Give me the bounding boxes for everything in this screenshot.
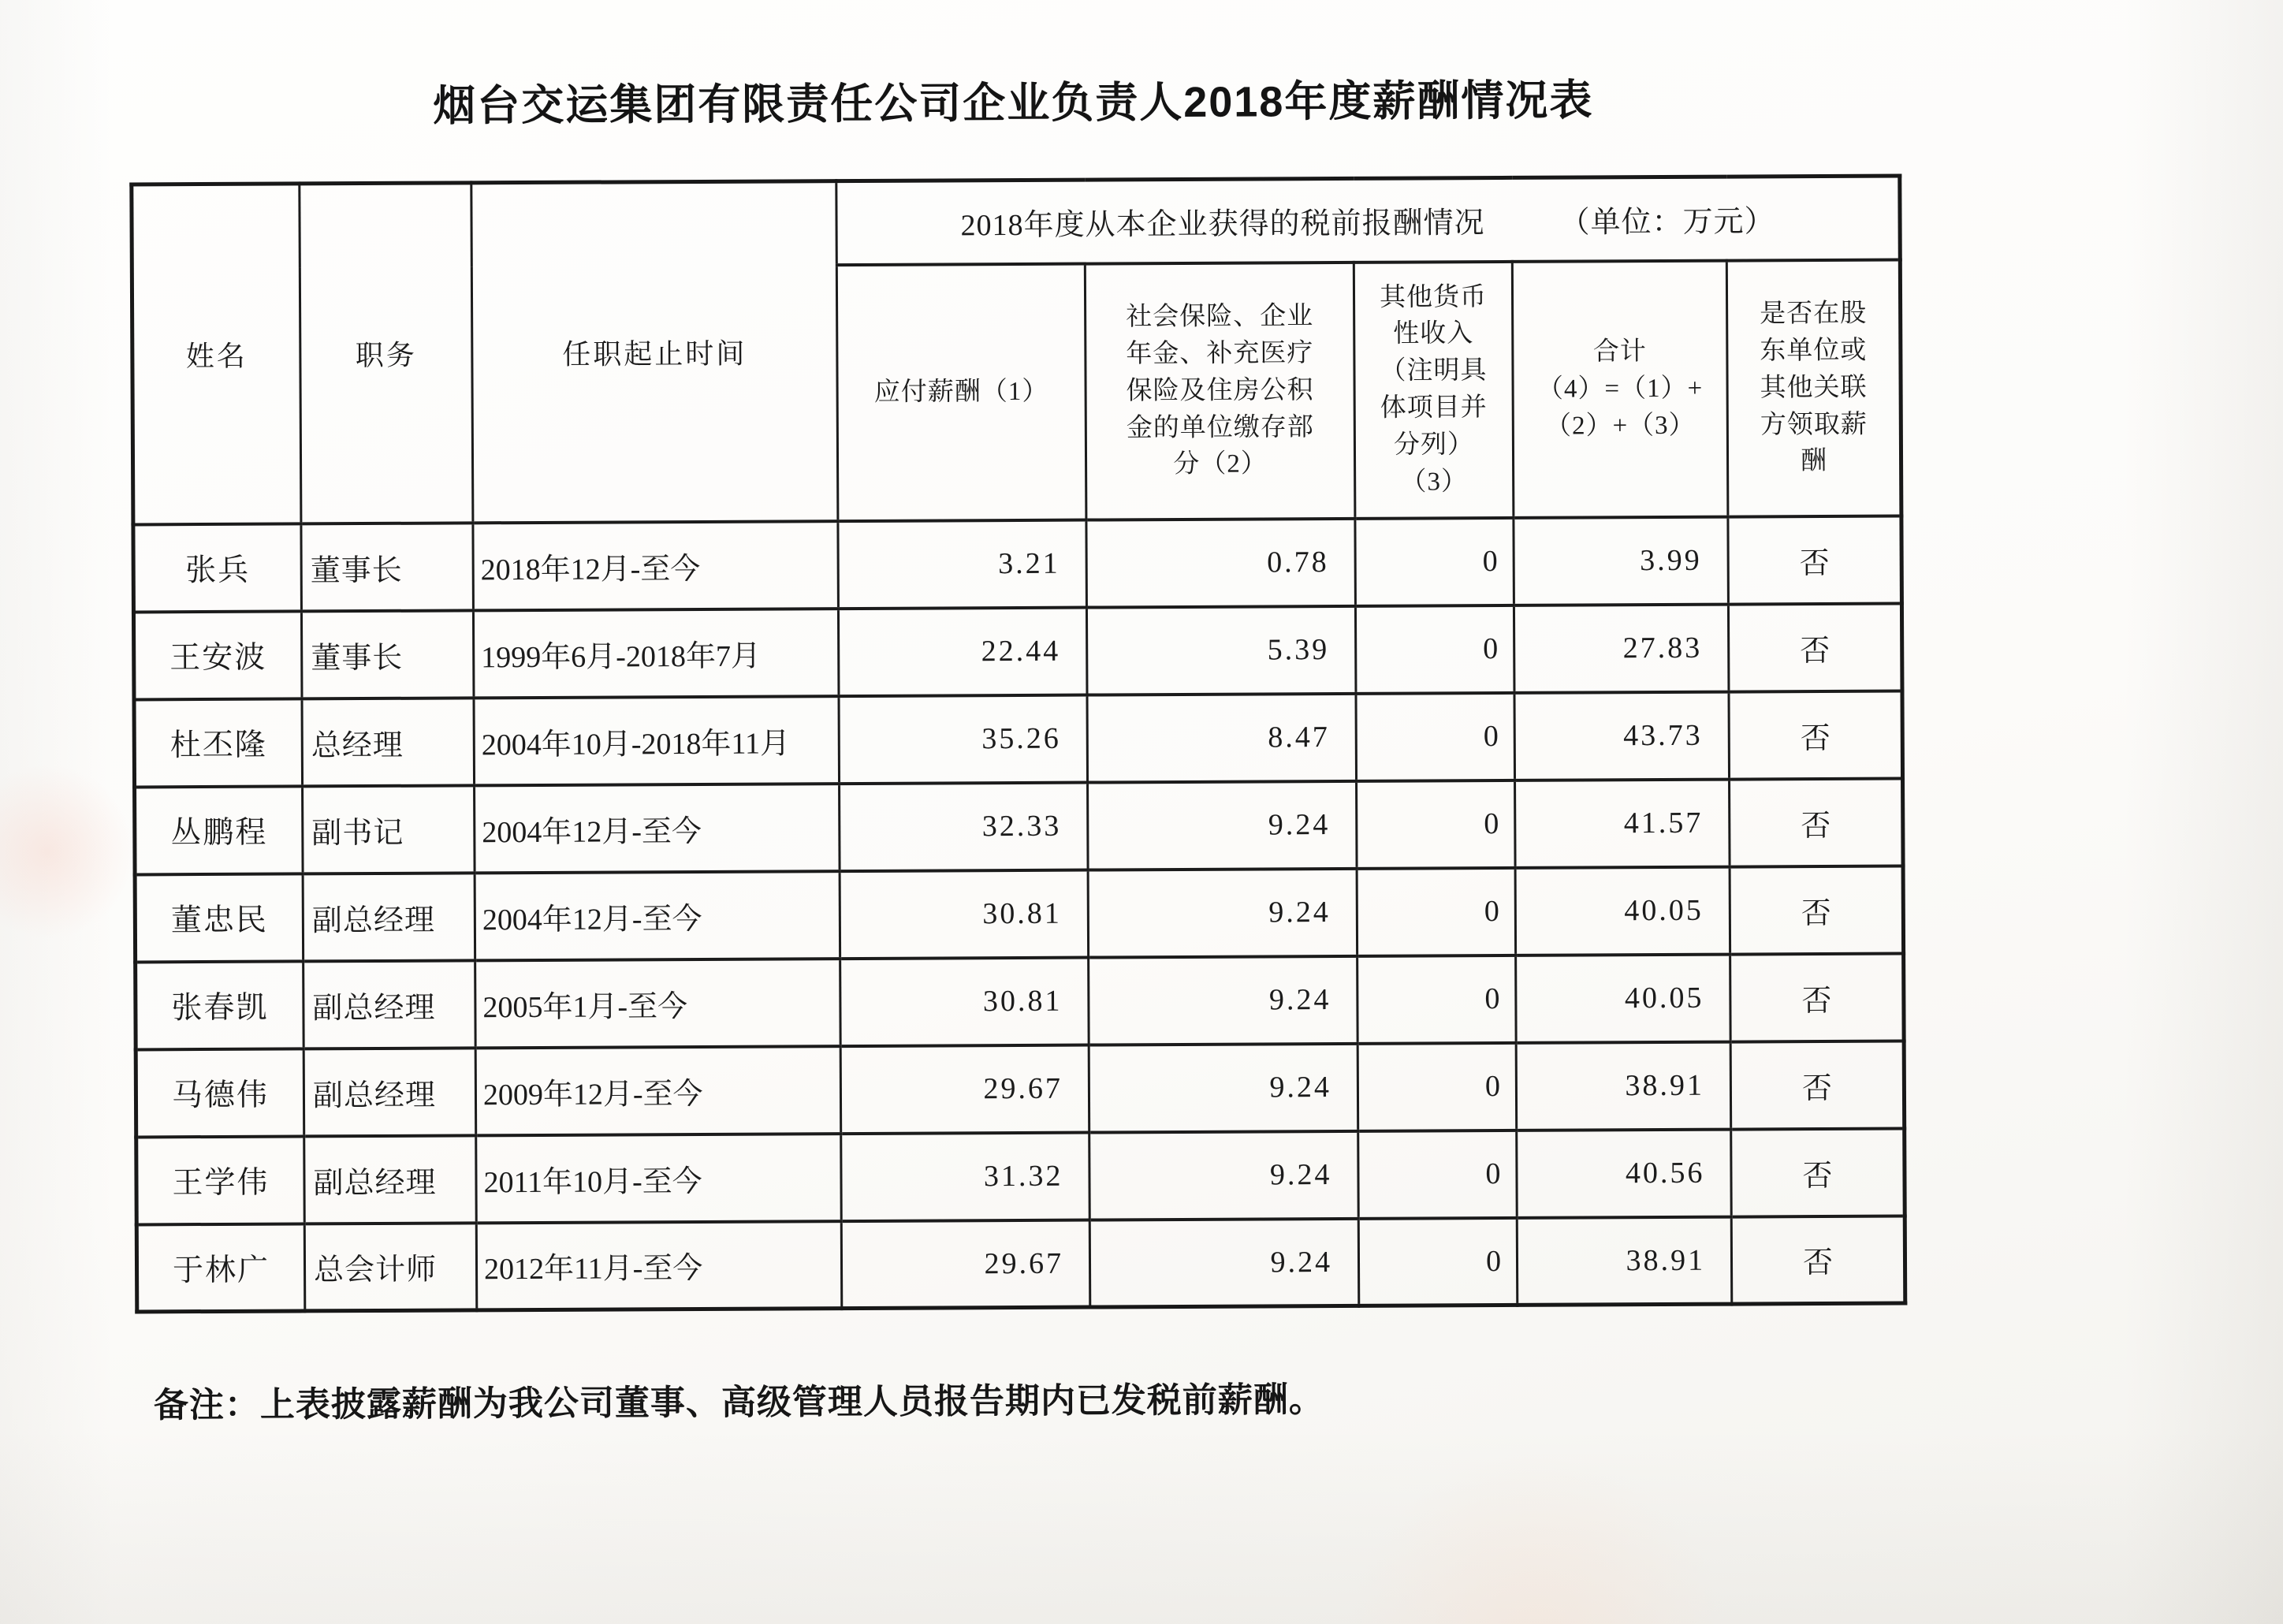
cell-tenure: 2011年10月-至今 [476, 1134, 842, 1223]
cell-social: 9.24 [1089, 1219, 1359, 1308]
cell-total: 40.05 [1516, 954, 1731, 1042]
cell-position: 副总经理 [303, 873, 475, 961]
cell-social: 0.78 [1086, 519, 1356, 608]
cell-other: 0 [1357, 868, 1516, 956]
group-header-unit: （单位：万元） [1559, 205, 1775, 240]
table-row [134, 691, 1903, 787]
cell-other: 0 [1355, 605, 1514, 694]
cell-total: 38.91 [1517, 1216, 1732, 1305]
cell-related: 否 [1731, 1128, 1905, 1216]
group-header [836, 176, 1901, 265]
cell-related: 否 [1730, 778, 1904, 866]
remark-note: 备注：上表披露薪酬为我公司董事、高级管理人员报告期内已发税前薪酬。 [153, 1380, 1324, 1425]
cell-total: 41.57 [1515, 779, 1730, 867]
cell-payable: 32.33 [840, 782, 1089, 871]
header-related-party: 是否在股 东单位或 其他关联 方领取薪 酬 [1726, 259, 1901, 516]
cell-social: 9.24 [1088, 781, 1358, 870]
cell-name: 王安波 [133, 611, 302, 699]
cell-related: 否 [1729, 691, 1903, 779]
cell-other: 0 [1356, 693, 1515, 781]
header-payable: 应付薪酬（1） [836, 263, 1086, 521]
page-title: 烟台交运集团有限责任公司企业负责人2018年度薪酬情况表 [433, 76, 1594, 130]
header-position: 职务 [300, 183, 473, 523]
header-name: 姓名 [132, 184, 301, 524]
cell-total: 43.73 [1514, 691, 1730, 780]
cell-related: 否 [1730, 866, 1904, 954]
header-social-insurance: 社会保险、企业 年金、补充医疗 保险及住房公积 金的单位缴存部 分（2） [1085, 263, 1355, 520]
cell-name: 董忠民 [135, 873, 304, 962]
cell-name: 杜丕隆 [134, 698, 303, 787]
cell-position: 副总经理 [304, 1135, 477, 1224]
cell-related: 否 [1730, 1041, 1905, 1129]
header-tenure: 任职起止时间 [471, 181, 838, 523]
cell-tenure: 2005年1月-至今 [475, 959, 841, 1048]
cell-social: 8.47 [1087, 694, 1357, 783]
table-row [136, 953, 1905, 1049]
cell-other: 0 [1358, 1043, 1517, 1131]
cell-social: 9.24 [1089, 1131, 1359, 1220]
salary-table [129, 174, 1907, 1314]
cell-payable: 3.21 [838, 520, 1087, 609]
cell-payable: 29.67 [840, 1045, 1089, 1134]
cell-other: 0 [1358, 1218, 1518, 1306]
cell-position: 董事长 [301, 523, 474, 611]
cell-tenure: 2004年12月-至今 [475, 784, 840, 873]
table-row [133, 516, 1902, 612]
table-row [136, 1216, 1905, 1312]
cell-social: 9.24 [1089, 1044, 1358, 1133]
cell-position: 总会计师 [304, 1223, 477, 1311]
cell-payable: 29.67 [841, 1220, 1090, 1309]
table-row [136, 1128, 1905, 1224]
table-row [136, 1041, 1905, 1137]
cell-name: 马德伟 [136, 1049, 304, 1137]
cell-tenure: 2018年12月-至今 [473, 521, 839, 610]
cell-total: 40.05 [1515, 866, 1730, 955]
cell-other: 0 [1355, 518, 1514, 606]
cell-social: 9.24 [1089, 956, 1358, 1045]
cell-position: 副总经理 [304, 960, 476, 1049]
cell-payable: 35.26 [839, 695, 1088, 784]
cell-tenure: 2004年12月-至今 [475, 871, 840, 960]
cell-payable: 31.32 [841, 1132, 1090, 1221]
header-other-income: 其他货币 性收入 （注明具 体项目并 分列） （3） [1354, 262, 1514, 519]
cell-position: 副书记 [303, 785, 475, 873]
table-row [133, 603, 1902, 699]
cell-tenure: 1999年6月-2018年7月 [473, 609, 839, 698]
cell-total: 3.99 [1514, 516, 1729, 605]
cell-related: 否 [1728, 603, 1902, 691]
cell-name: 张春凯 [136, 961, 304, 1049]
cell-name: 王学伟 [136, 1136, 305, 1224]
cell-related: 否 [1728, 516, 1902, 604]
header-group-row [132, 176, 1900, 268]
cell-other: 0 [1358, 955, 1517, 1044]
group-header-title: 2018年度从本企业获得的税前报酬情况 [960, 207, 1485, 243]
cell-name: 丛鹏程 [135, 786, 304, 874]
cell-total: 38.91 [1516, 1041, 1731, 1130]
cell-tenure: 2004年10月-2018年11月 [474, 696, 840, 785]
cell-name: 张兵 [133, 523, 302, 612]
cell-tenure: 2009年12月-至今 [475, 1046, 841, 1135]
cell-related: 否 [1730, 953, 1905, 1041]
cell-position: 副总经理 [304, 1048, 476, 1136]
cell-position: 总经理 [302, 698, 475, 786]
table-row [135, 866, 1904, 962]
cell-other: 0 [1357, 780, 1516, 869]
header-total: 合计 （4）=（1）+ （2）+（3） [1512, 260, 1728, 517]
cell-position: 董事长 [301, 610, 474, 698]
cell-social: 9.24 [1088, 869, 1358, 958]
cell-payable: 22.44 [838, 607, 1087, 696]
table-row [135, 778, 1904, 874]
cell-total: 27.83 [1514, 604, 1729, 692]
cell-payable: 30.81 [840, 870, 1089, 959]
cell-other: 0 [1358, 1130, 1518, 1219]
cell-tenure: 2012年11月-至今 [476, 1221, 842, 1310]
cell-name: 于林广 [136, 1224, 305, 1312]
document-content [129, 72, 1904, 1431]
cell-related: 否 [1731, 1216, 1905, 1304]
cell-total: 40.56 [1517, 1129, 1732, 1217]
cell-payable: 30.81 [840, 957, 1089, 1046]
cell-social: 5.39 [1086, 606, 1356, 695]
